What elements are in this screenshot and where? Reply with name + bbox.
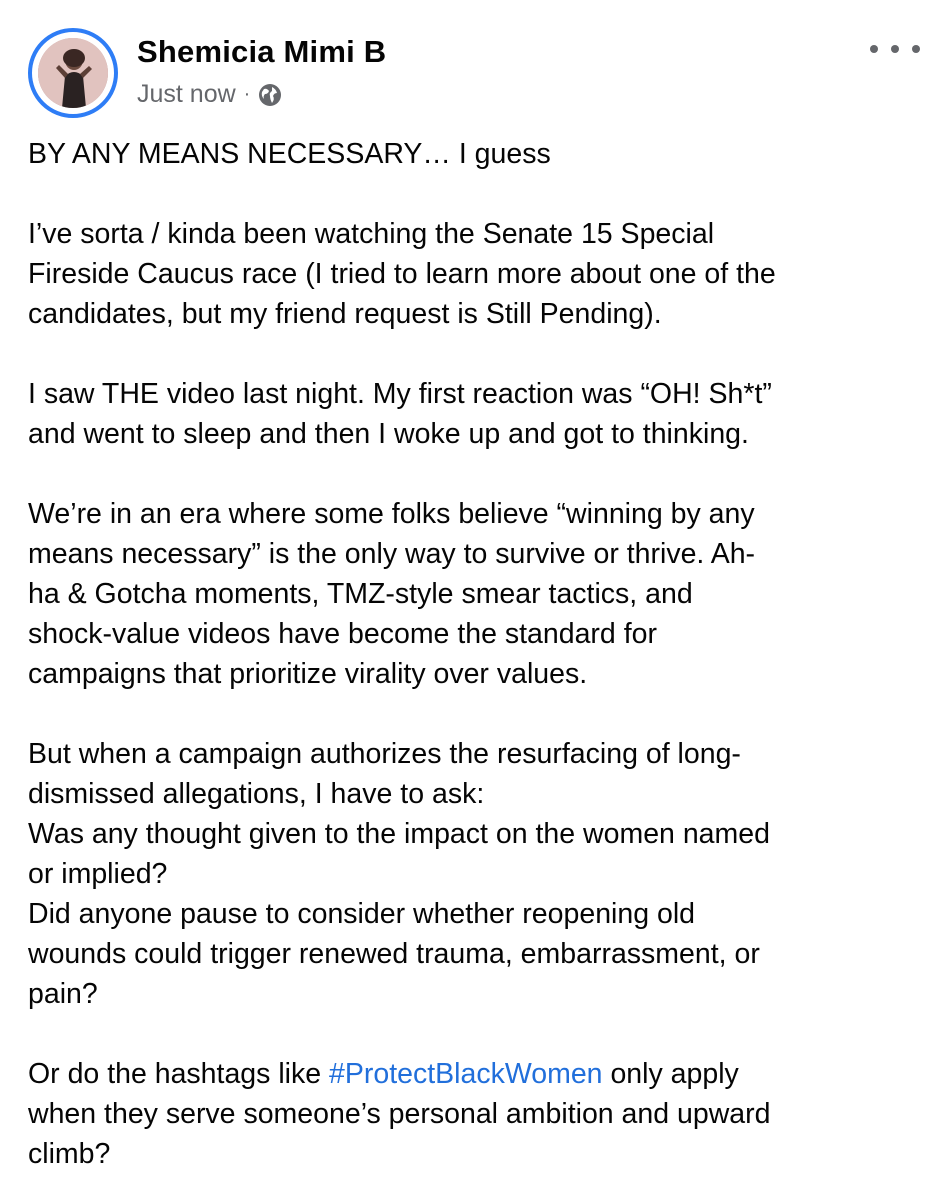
text-line: wounds could trigger renewed trauma, embarrassment, or [28, 938, 760, 970]
paragraph-6 [28, 1054, 928, 1174]
paragraph-4 [28, 494, 928, 694]
text-segment: only apply [602, 1058, 739, 1090]
text-line: candidates, but my friend request is Still Pending). [28, 298, 662, 330]
paragraph-5 [28, 734, 928, 1014]
paragraph-2 [28, 214, 928, 334]
more-horizontal-icon[interactable] [870, 36, 920, 62]
text-line: dismissed allegations, I have to ask: [28, 778, 485, 810]
text-line: climb? [28, 1138, 111, 1170]
text-line: or implied? [28, 858, 168, 890]
text-segment: Or do the hashtags like [28, 1058, 330, 1090]
author-name[interactable]: Shemicia Mimi B [137, 34, 387, 69]
text-line: We’re in an era where some folks believe “winning by any [28, 498, 755, 530]
text-line: But when a campaign authorizes the resurfacing of long- [28, 738, 741, 770]
meta-separator: · [243, 83, 251, 105]
text-line: when they serve someone’s personal ambition and upward [28, 1098, 771, 1130]
globe-icon[interactable] [258, 83, 282, 107]
text-line: shock-value videos have become the standard for [28, 618, 657, 650]
text-line: campaigns that prioritize virality over values. [28, 658, 588, 690]
post-text [28, 134, 928, 1174]
text-line: means necessary” is the only way to survive or thrive. Ah- [28, 538, 756, 570]
post-meta [137, 80, 282, 109]
text-line [28, 1054, 928, 1094]
text-line: I saw THE video last night. My first reaction was “OH! Sh*t” [28, 378, 772, 410]
text-line: and went to sleep and then I woke up and got to thinking. [28, 418, 749, 450]
paragraph-1 [28, 134, 928, 174]
text-line: Fireside Caucus race (I tried to learn more about one of the [28, 258, 776, 290]
paragraph-3 [28, 374, 928, 454]
post-header [28, 28, 930, 118]
avatar[interactable] [38, 38, 108, 108]
text-line: Did anyone pause to consider whether reopening old [28, 898, 696, 930]
text-line: I’ve sorta / kinda been watching the Senate 15 Special [28, 218, 715, 250]
hashtag-link[interactable]: #ProtectBlackWomen [329, 1058, 603, 1090]
avatar-story-ring[interactable] [28, 28, 118, 118]
text-line: BY ANY MEANS NECESSARY… I guess [28, 138, 551, 170]
post-timestamp[interactable]: Just now [137, 80, 236, 108]
text-line: ha & Gotcha moments, TMZ-style smear tactics, and [28, 578, 693, 610]
text-line: Was any thought given to the impact on the women named [28, 818, 770, 850]
text-line: pain? [28, 978, 98, 1010]
avatar-image [38, 38, 108, 108]
